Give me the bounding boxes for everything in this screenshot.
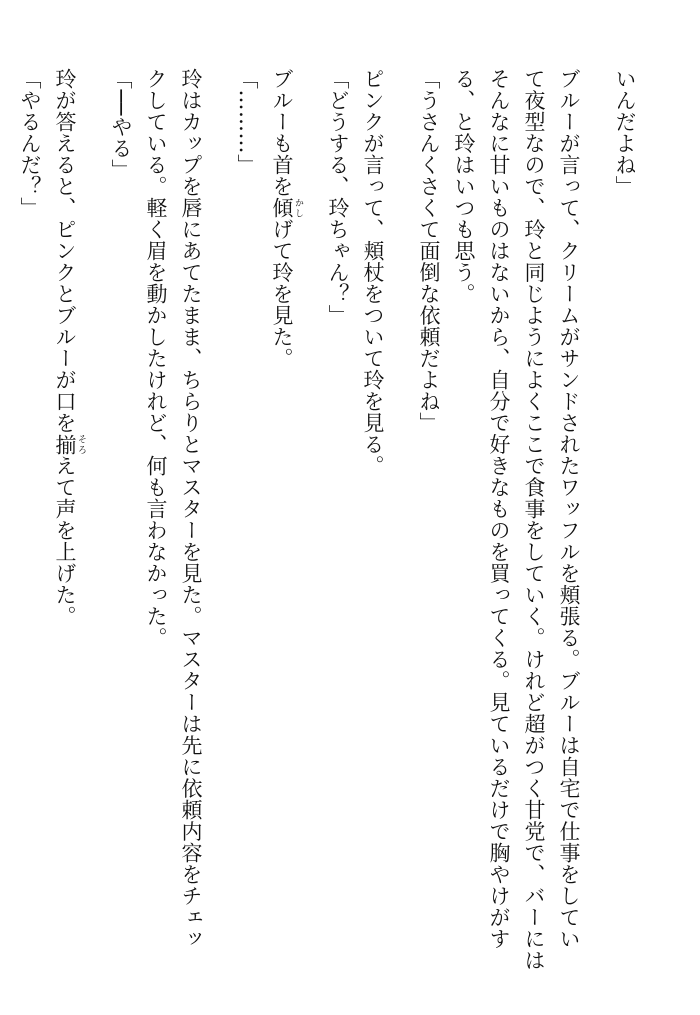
text-segment: ブルーも首を [270,68,294,197]
text-segment: 玲が答えると、ピンクとブルーが口を [53,68,77,434]
text-line: 「やるんだ？」 [18,68,42,219]
text-line: て夜型なので、玲と同じようによくここで食事をしていく。けれど超がつく甘党で、バーには [522,68,546,971]
text-line: 「うさんくさくて面倒な依頼だよね」 [417,68,441,434]
text-line: ブルーが言って、クリームがサンドされたワッフルを頬張る。ブルーは自宅で仕事をしてい [557,68,581,950]
ruby-annotation [53,433,86,456]
ruby-annotation [270,197,303,219]
text-line [0,68,12,968]
text-line: そんなに甘いものはないから、自分で好きなものを買ってくる。見ているだけで胸やけがす [487,68,511,950]
text-line: 「どうする、玲ちゃん？」 [326,68,350,326]
text-line-with-ruby [264,68,320,968]
text-line: いんだよね」 [613,68,637,197]
text-line: 玲はカップを唇にあてたまま、ちらりとマスターを見た。マスターは先に依頼内容をチェッ [179,68,203,950]
ruby-reading: かし [293,197,303,219]
ruby-base: 揃 [53,433,77,455]
text-line: ピンクが言って、頬杖をついて玲を見る。 [361,68,385,477]
text-segment: えて声を上げた。 [53,455,77,627]
text-line: 「………」 [235,68,259,176]
vertical-text-block [0,68,642,971]
text-line: る、と玲はいつも思う。 [452,68,476,305]
text-line-with-ruby [47,68,103,968]
text-line: クしている。軽く眉を動かしたけれど、何も言わなかった。 [144,68,168,649]
ruby-base: 傾 [270,197,294,219]
text-segment: げて玲を見た。 [270,218,294,369]
ruby-reading: そろ [76,433,86,455]
text-line: 「──やる」 [109,68,133,181]
